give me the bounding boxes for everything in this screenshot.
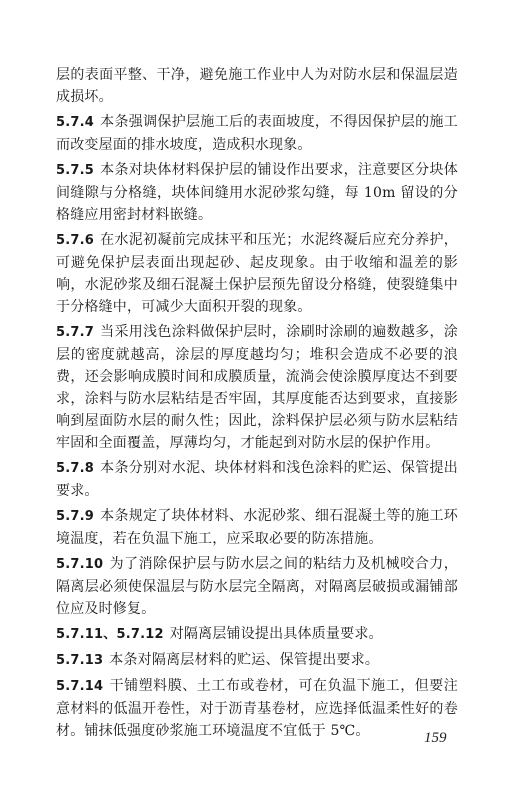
clause-number: 5.7.8 [56, 461, 95, 476]
paragraph-5-7-9 [56, 505, 458, 550]
paragraph-text: 当采用浅色涂料做保护层时，涂刷时涂刷的遍数越多，涂层的密度就越高，涂层的厚度越均匀；堆积会造成不必要的浪费，还会影响成膜时间和成膜质量，流淌会使涂膜厚度达不到要求，涂料与防水层粘结是否牢固，其厚度能否达到要求，直接影响到屋面防水层的耐久性；因此，涂料保护层必须与防水层粘结牢固和全面覆盖，厚薄均匀，才能起到对防水层的保护作用。 [56, 324, 458, 451]
paragraph-5-7-11-12 [56, 623, 458, 646]
page-number: 159 [424, 730, 447, 746]
paragraph-5-7-7 [56, 321, 458, 454]
clause-number: 5.7.14 [56, 679, 104, 694]
paragraph-5-7-8 [56, 457, 458, 502]
paragraph-5-7-6 [56, 229, 458, 318]
clause-number: 5.7.4 [56, 115, 95, 130]
clause-number: 5.7.13 [56, 653, 104, 668]
paragraph-5-7-10 [56, 553, 458, 620]
paragraph-text: 本条对块体材料保护层的铺设作出要求，注意要区分块体间缝隙与分格缝，块体间缝用水泥砂浆勾缝，每 10m 留设的分格缝应用密封材料嵌缝。 [56, 162, 458, 223]
paragraph-5-7-13 [56, 649, 458, 672]
paragraph-5-7-4 [56, 111, 458, 156]
paragraph-text: 本条规定了块体材料、水泥砂浆、细石混凝土等的施工环境温度，若在负温下施工，应采取必要的防冻措施。 [56, 508, 458, 547]
paragraph-text: 在水泥初凝前完成抹平和压光；水泥终凝后应充分养护，可避免保护层表面出现起砂、起皮现象。由于收缩和温差的影响，水泥砂浆及细石混凝土保护层预先留设分格缝，使裂缝集中于分格缝中，可减少大面积开裂的现象。 [56, 232, 458, 315]
paragraph-text: 层的表面平整、干净，避免施工作业中人为对防水层和保温层造成损坏。 [56, 67, 458, 105]
clause-number: 5.7.5 [56, 163, 95, 178]
paragraph-5-7-14 [56, 675, 458, 742]
clause-number: 5.7.9 [56, 509, 95, 524]
paragraph-text: 本条分别对水泥、块体材料和浅色涂料的贮运、保管提出要求。 [56, 460, 458, 499]
paragraph-text: 对隔离层铺设提出具体质量要求。 [169, 626, 383, 642]
paragraph-continuation [56, 64, 458, 108]
paragraph-text: 干铺塑料膜、土工布或卷材，可在负温下施工，但要注意材料的低温开卷性，对于沥青基卷材，应选择低温柔性好的卷材。铺抹低强度砂浆施工环境温度不宜低于 5℃。 [56, 678, 458, 739]
paragraph-text: 本条强调保护层施工后的表面坡度，不得因保护层的施工而改变屋面的排水坡度，造成积水现象。 [56, 114, 458, 153]
document-body [56, 64, 458, 745]
paragraph-5-7-5 [56, 159, 458, 226]
clause-number: 5.7.10 [56, 557, 104, 572]
paragraph-text: 为了消除保护层与防水层之间的粘结力及机械咬合力，隔离层必须使保温层与防水层完全隔离，对隔离层破损或漏铺部位应及时修复。 [56, 556, 458, 617]
clause-number: 5.7.7 [56, 325, 95, 340]
clause-number: 5.7.11、5.7.12 [56, 627, 164, 642]
clause-number: 5.7.6 [56, 233, 95, 248]
paragraph-text: 本条对隔离层材料的贮运、保管提出要求。 [109, 652, 380, 668]
